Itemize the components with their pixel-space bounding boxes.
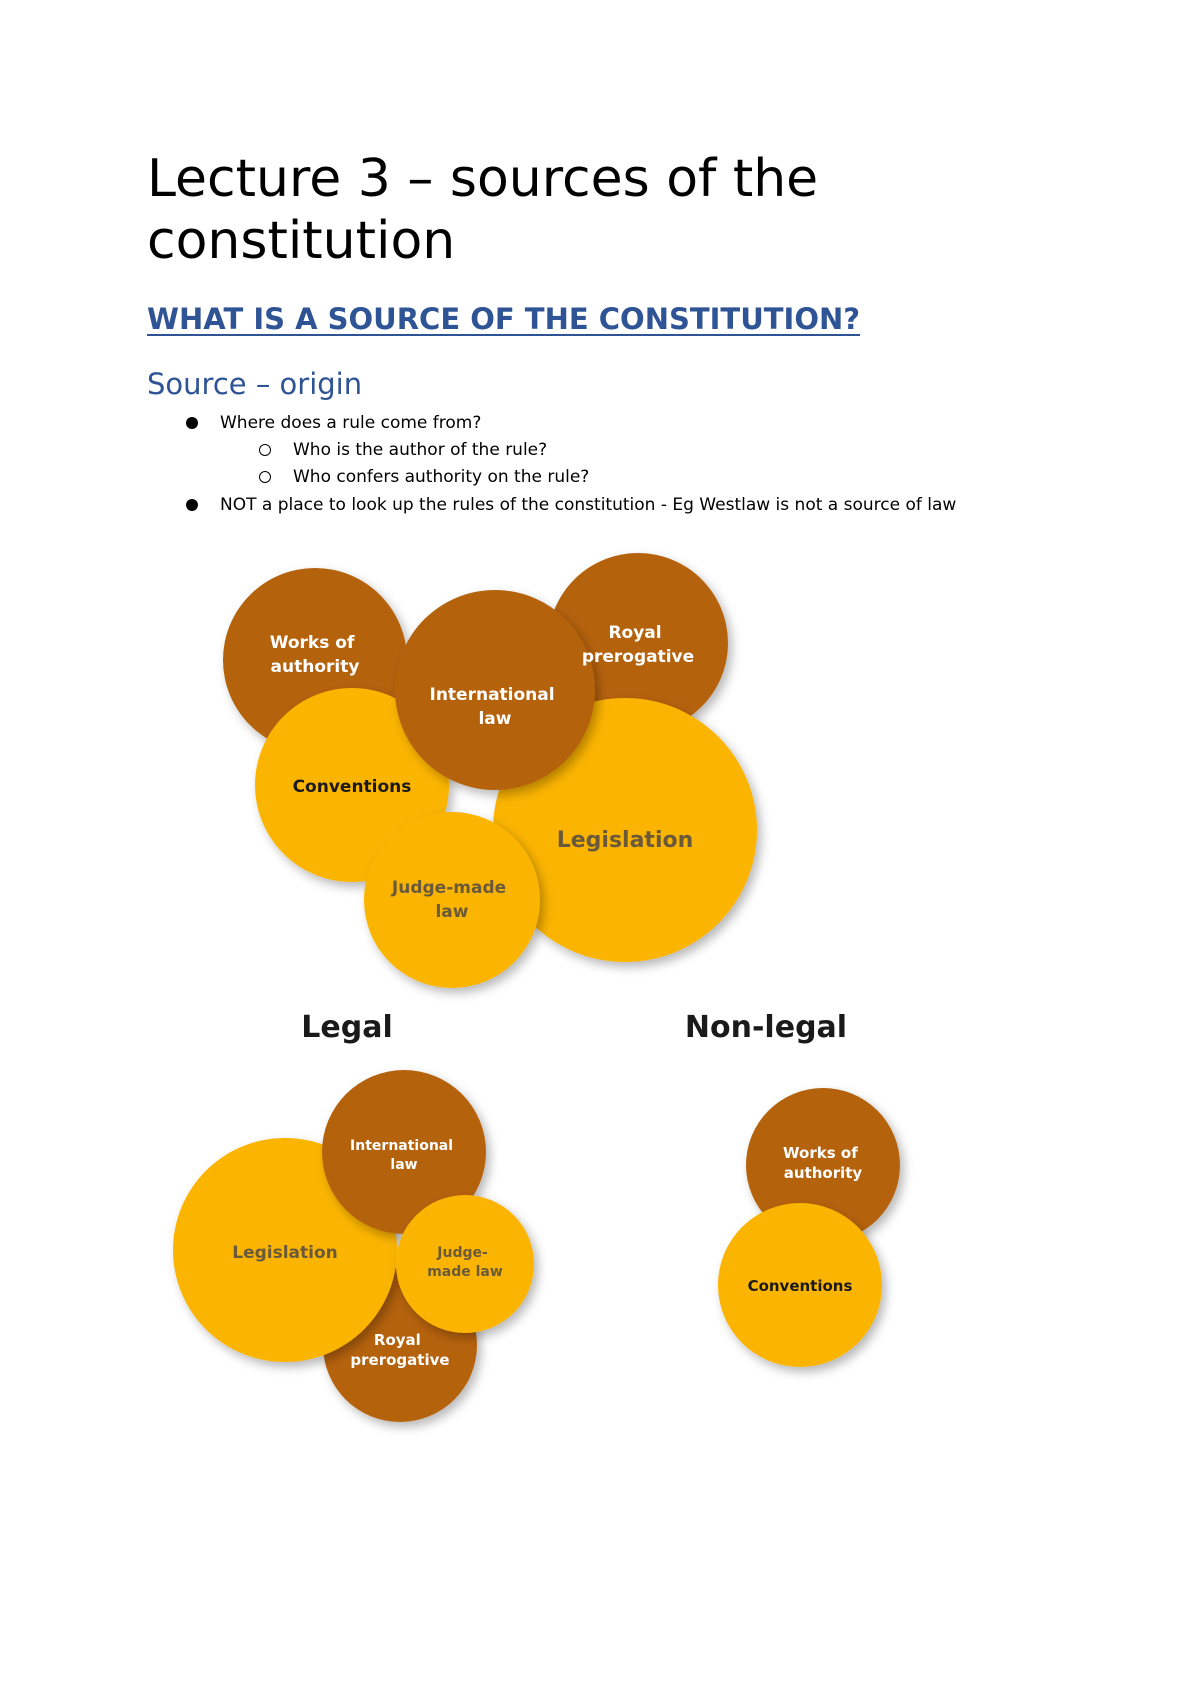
bubble-label: Works of — [783, 1144, 858, 1162]
diagram-all-sources — [223, 553, 757, 988]
bullet-filled-icon — [186, 499, 198, 511]
diagram-nonlegal-sources — [718, 1088, 900, 1367]
list-item — [220, 412, 481, 434]
list-item-text: Where does a rule come from? — [220, 413, 482, 433]
bubble-label: Legislation — [232, 1243, 338, 1263]
svg-text:Legislation — [557, 828, 694, 853]
bullet-hollow-icon — [259, 444, 271, 456]
bubble-label: law — [435, 902, 469, 922]
bubble-label: Royal — [608, 623, 662, 643]
svg-text:Conventions — [748, 1277, 853, 1295]
bubble-label: Conventions — [747, 1277, 853, 1295]
list-item — [293, 439, 547, 461]
svg-text:Legislation — [232, 1243, 338, 1263]
bubble-label: prerogative — [350, 1351, 450, 1369]
bubble-label: authority — [783, 1164, 863, 1182]
bubble-label: Judge-made — [391, 878, 507, 898]
nonlegal-group-label: Non-legal — [684, 1010, 848, 1045]
bubble-label: Legislation — [556, 828, 694, 853]
legal-group-label: Legal — [301, 1010, 393, 1045]
list-item-text: Who confers authority on the rule? — [293, 467, 590, 487]
title-line-1: Lecture 3 – sources of the — [147, 149, 819, 209]
page-title — [147, 148, 1047, 272]
bullet-hollow-icon — [259, 471, 271, 483]
bullet-filled-icon — [186, 417, 198, 429]
list-item — [293, 466, 589, 488]
bubble-label: Judge- — [437, 1245, 488, 1261]
list-item — [220, 494, 956, 516]
svg-text:Conventions — [293, 777, 412, 797]
bubble-label: International — [350, 1138, 454, 1154]
bubble-label: Works of — [269, 633, 355, 653]
bubble-judge-made-law — [364, 812, 540, 988]
section-heading: WHAT IS A SOURCE OF THE CONSTITUTION? — [147, 302, 861, 336]
bubble-label: authority — [270, 657, 360, 677]
bubble-label: Royal — [373, 1331, 421, 1349]
subsection-heading: Source – origin — [147, 367, 363, 401]
title-line-2: constitution — [147, 211, 456, 271]
bubble-label: made law — [427, 1264, 503, 1280]
bubble-label: Conventions — [292, 777, 412, 797]
diagram-legal-sources — [173, 1070, 534, 1422]
bubble-label: law — [390, 1157, 418, 1173]
list-item-text: Who is the author of the rule? — [293, 440, 548, 460]
bubble-label: prerogative — [581, 647, 695, 667]
bubble-label: law — [478, 709, 512, 729]
list-item-text: NOT a place to look up the rules of the constitution - Eg Westlaw is not a source of law — [220, 495, 957, 515]
bubble-label: International — [429, 685, 555, 705]
